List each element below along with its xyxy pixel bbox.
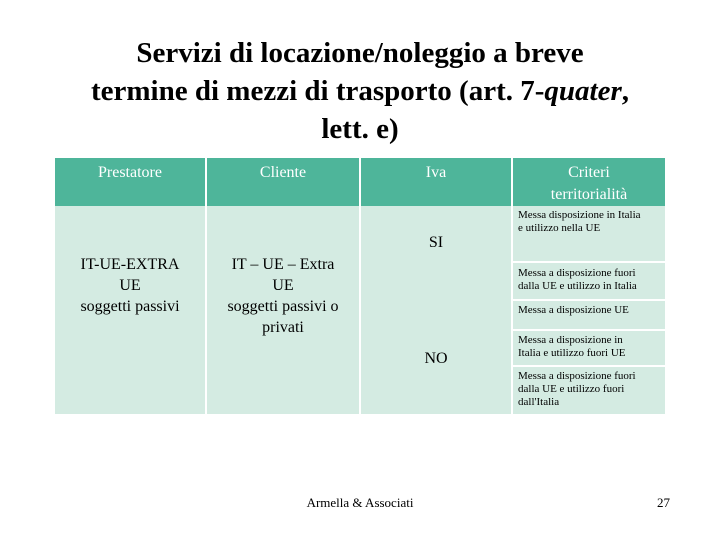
cell-prestatore: IT-UE-EXTRA UE soggetti passivi [55,206,205,414]
criterio-1: Messa disposizione in Italia e utilizzo nella UE [513,206,665,261]
header-prestatore: Prestatore [55,158,205,208]
title-line-1: Servizi di locazione/noleggio a breve [136,37,584,69]
header-criteri: Criteri territorialità [513,158,665,208]
title-line-2: termine di mezzi di trasporto (art. 7-quater, [91,75,629,107]
criterio-2: Messa a disposizione fuori dalla UE e utilizzo in Italia [513,263,665,299]
page-number: 27 [657,495,670,510]
cell-cliente: IT – UE – Extra UE soggetti passivi o privati [207,206,359,414]
cell-iva-no: NO [361,306,511,414]
criterio-5: Messa a disposizione fuori dalla UE e utilizzo fuori dall'Italia [513,367,665,414]
title-line-3: lett. e) [321,113,399,145]
criterio-4: Messa a disposizione in Italia e utilizzo fuori UE [513,331,665,365]
criterio-3: Messa a disposizione UE [513,301,665,329]
footer-author: Armella & Associati [306,495,414,510]
header-iva: Iva [361,158,511,208]
cell-iva-si: SI [361,206,511,306]
slide-title [20,34,700,148]
header-cliente: Cliente [207,158,359,208]
